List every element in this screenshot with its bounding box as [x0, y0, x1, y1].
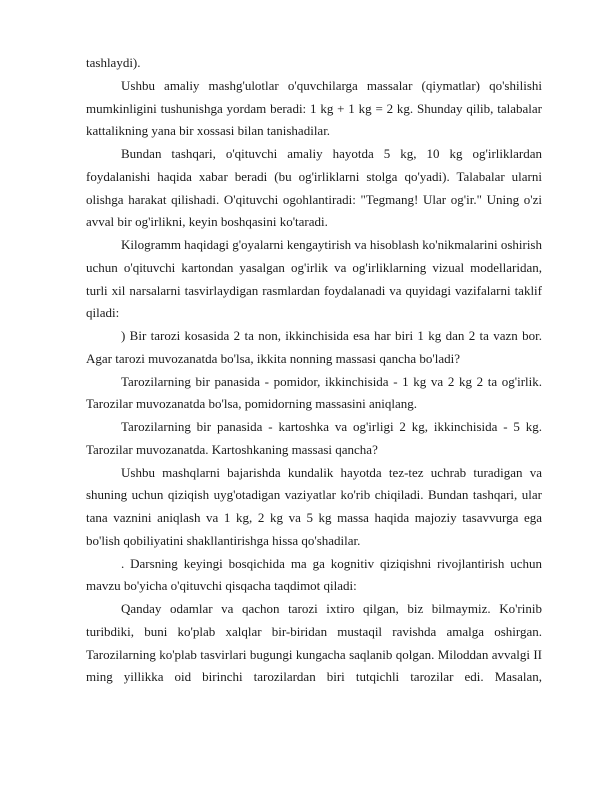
paragraph-task-tomato: Tarozilarning bir panasida - pomidor, ikkinchisida - 1 kg va 2 kg 2 ta og'irlik. Tarozilar muvozanatda bo'lsa, pomidorning massasini aniqlang.	[86, 373, 542, 412]
paragraph-next-stage: . Darsning keyingi bosqichida ma ga kognitiv qiziqishni rivojlantirish uchun mavzu bo'yicha o'qituvchi qisqacha taqdimot qiladi:	[86, 555, 542, 594]
document-body	[86, 52, 542, 689]
paragraph-mass-addition: Ushbu amaliy mashg'ulotlar o'quvchilarga massalar (qiymatlar) qo'shilishi mumkinligini tushunishga yordam beradi: 1 kg + 1 kg = 2 kg. Shunday qilib, talabalar kattalikning yana bir xossasi bilan tanishadilar.	[86, 77, 542, 139]
paragraph-scale-history: Qanday odamlar va qachon tarozi ixtiro qilgan, biz bilmaymiz. Ko'rinib turibdiki, buni ko'plab xalqlar bir-biridan mustaqil ravishda amalga oshirgan. Tarozilarning ko'plab tasvirlari bugungi kungacha saqlanib qolgan. Miloddan avvalgi II ming yillikka oid birinchi tarozilardan biri tutqichli tarozilar edi. Masalan,	[86, 601, 542, 685]
paragraph-exercise-benefits: Ushbu mashqlarni bajarishda kundalik hayotda tez-tez uchrab turadigan va shuning uchun qiziqish uyg'otadigan vaziyatlar ko'rib chiqiladi. Bundan tashqari, ular tana vaznini aniqlash va 1 kg, 2 kg va 5 kg massa haqida majoziy tasavvurga ega bo'lish qobiliyatini shakllantirishga hissa qo'shadilar.	[86, 464, 542, 548]
paragraph-task-potato: Tarozilarning bir panasida - kartoshka va og'irligi 2 kg, ikkinchisida - 5 kg. Tarozilar muvozanatda. Kartoshkaning massasi qancha?	[86, 419, 542, 457]
paragraph-continuation: tashlaydi).	[86, 55, 141, 70]
paragraph-visual-models: Kilogramm haqidagi g'oyalarni kengaytirish va hisoblash ko'nikmalarini oshirish uchun o'qituvchi kartondan yasalgan og'irlik va og'irliklarning vizual modellaridan, turli xil narsalarni tasvirlaydigan rasmlardan foydalanadi va quyidagi vazifalarni taklif qiladi:	[86, 237, 542, 321]
paragraph-task-bread: ) Bir tarozi kosasida 2 ta non, ikkinchisida esa har biri 1 kg dan 2 ta vazn bor. Agar tarozi muvozanatda bo'lsa, ikkita nonning massasi qancha bo'ladi?	[86, 328, 542, 366]
paragraph-heavy-weights: Bundan tashqari, o'qituvchi amaliy hayotda 5 kg, 10 kg og'irliklardan foydalanishi haqida xabar beradi (bu og'irliklarni stolga qo'yadi). Talabalar ularni olishga harakat qilishadi. O'qituvchi ogohlantiradi: "Tegmang! Ular og'ir." Uning o'zi avval bir og'irlikni, keyin boshqasini ko'taradi.	[86, 146, 542, 230]
